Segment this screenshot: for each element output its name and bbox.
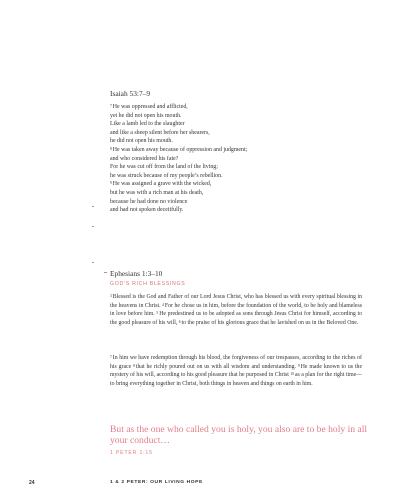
passage-reference-isaiah: Isaiah 53:7–9 (110, 89, 151, 98)
passage-line: he did not open his mouth. (110, 138, 173, 145)
passage-line: $^9$He was assigned a grave with the wicked, (110, 181, 212, 188)
margin-mark (92, 206, 94, 207)
passage-line: but he was with a rich man at his death, (110, 189, 204, 196)
passage-reference-ephesians: Ephesians 1:3–10 (110, 269, 163, 278)
margin-mark (92, 262, 94, 263)
passage-line: For he was cut off from the land of the living; (110, 164, 218, 171)
margin-mark (92, 226, 94, 227)
passage-line: and who considered his fate? (110, 155, 179, 162)
passage-line: yet he did not open his mouth. (110, 112, 182, 119)
passage-line: $^7$He was oppressed and afflicted, (110, 104, 188, 110)
passage-line: he was struck because of my people’s rebellion. (110, 172, 223, 179)
pull-quote: But as the one who called you is holy, you also are to be holy in all your conduct… (110, 424, 368, 446)
running-head: 1 & 2 PETER: OUR LIVING HOPE (110, 480, 203, 485)
passage-line: $^8$He was taken away because of oppression and judgment; (110, 146, 248, 153)
section-heading: GOD’S RICH BLESSINGS (110, 281, 186, 287)
passage-line: and like a sheep silent before her shearers, (110, 129, 210, 136)
passage-line: because he had done no violence (110, 198, 188, 205)
margin-mark (104, 272, 107, 273)
pull-quote-reference: 1 PETER 1:15 (110, 450, 153, 456)
passage-line: and had not spoken deceitfully. (110, 207, 184, 214)
ephesians-paragraph-2: $^7$In him we have redemption through his blood, the forgiveness of our trespasses, according to the riches of his grace $^8$that he richly poured out on us with all wisdom and understanding. $^9$He made known to us the mystery of his will, according to his good pleasure that he purposed in Christ $^{10}$as a plan for the right time—to bring everything together in Christ, both things in heaven and things on earth in him. (110, 355, 363, 387)
passage-line: Like a lamb led to the slaughter (110, 121, 185, 128)
ephesians-paragraph-1: $^3$Blessed is the God and Father of our Lord Jesus Christ, who has blessed us with every spiritual blessing in the heavens in Christ. $^4$For he chose us in him, before the foundation of the world, to be holy and blameless in love before him. $^5$He predestined us to be adopted as sons through Jesus Christ for himself, according to the good pleasure of his will, $^6$to the praise of his glorious grace that he lavished on us in the Beloved One. (110, 294, 363, 326)
isaiah-passage (110, 103, 247, 215)
page-number: 24 (29, 480, 35, 486)
